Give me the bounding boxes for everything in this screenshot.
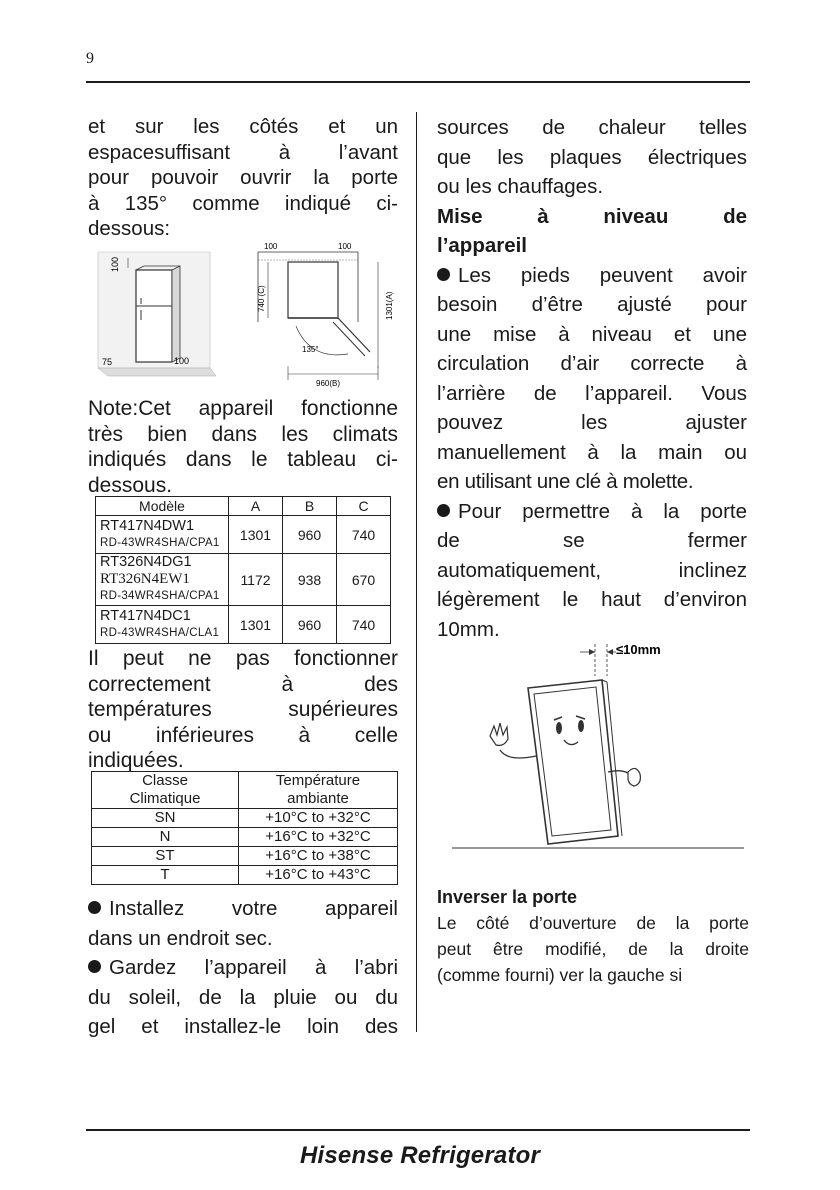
value-b: 938: [283, 554, 337, 606]
cont-line: que les plaques électriques: [437, 145, 747, 169]
intro-line: espacesuffisant à l’avant: [88, 140, 398, 164]
warn-line: indiquées.: [88, 749, 184, 772]
install-paragraph: [88, 894, 398, 1042]
table-row: [96, 516, 391, 554]
door-line: légèrement le haut d’environ: [437, 588, 747, 611]
fig-label-front: 100: [174, 356, 190, 366]
climate-range: +16°C to +38°C: [239, 847, 398, 866]
value-b: 960: [283, 516, 337, 554]
page-number: 9: [86, 50, 94, 67]
model-cell: [96, 554, 229, 606]
level-line: pouvez les ajuster: [437, 411, 747, 434]
bullet-icon: [437, 268, 450, 281]
value-a: 1172: [229, 554, 283, 606]
cont-line: sources de chaleur telles: [437, 116, 747, 139]
fig-label-top: 100: [110, 256, 120, 272]
door-text: Pour permettre à la porte: [458, 499, 747, 523]
model-name: RT417N4DW1: [100, 517, 195, 534]
value-c: 740: [337, 516, 391, 554]
dim-header-b: B: [283, 497, 337, 516]
install-line: [88, 894, 398, 924]
note-line: dessous.: [88, 473, 173, 497]
install-line: du soleil, de la pluie ou du: [88, 985, 398, 1009]
header-text: Climatique: [129, 790, 201, 807]
fridge-tilted-icon: [490, 680, 640, 844]
level-line: besoin d’être ajusté pour: [437, 293, 747, 316]
note-line: Note:Cet appareil fonctionne: [88, 397, 398, 420]
bullet-icon: [88, 901, 101, 914]
intro-line: dessous:: [88, 217, 171, 240]
leveling-heading-2: l’appareil: [437, 234, 528, 257]
warn-line: températures supérieures: [88, 698, 398, 721]
climate-class: T: [92, 866, 239, 885]
model-name: RT326N4DG1: [100, 554, 192, 570]
fig-width: 960(B): [316, 379, 341, 388]
model-cell: [96, 606, 229, 644]
fig-height: 1301(A): [385, 291, 394, 320]
note-paragraph: [88, 396, 398, 498]
bullet-icon: [437, 504, 450, 517]
fig-gap-left: 100: [264, 242, 278, 251]
climate-header-class: [92, 772, 239, 809]
climate-header-temp: [239, 772, 398, 809]
install-text: Gardez l’appareil à l’abri: [109, 956, 398, 979]
column-separator: [416, 112, 417, 1032]
bullet-icon: [88, 960, 101, 973]
header-rule: [86, 81, 750, 83]
install-text: Installez votre appareil: [109, 897, 398, 920]
door-line: automatiquement, inclinez: [437, 558, 747, 582]
header-text: Température: [275, 772, 361, 789]
level-text: Les pieds peuvent avoir: [458, 263, 747, 287]
table-row: [92, 828, 398, 847]
intro-line: pour pouvoir ouvrir la porte: [88, 166, 398, 189]
warn-line: correctement à des: [88, 672, 398, 696]
note-line: indiqués dans le tableau ci-: [88, 448, 398, 471]
fig-gap-right: 100: [338, 242, 352, 251]
table-row: [92, 866, 398, 885]
leveling-heading: Mise à niveau de: [437, 204, 747, 228]
value-c: 670: [337, 554, 391, 606]
intro-line: à 135° comme indiqué ci-: [88, 191, 398, 215]
dim-table-header: [96, 497, 391, 516]
climate-class: ST: [92, 847, 239, 866]
door-line: [437, 497, 747, 527]
section-line: Le côté d’ouverture de la porte: [437, 913, 749, 933]
warn-line: ou inférieures à celle: [88, 723, 398, 747]
dim-header-a: A: [229, 497, 283, 516]
level-line: circulation d’air correcte à: [437, 352, 747, 375]
dim-header-model: Modèle: [96, 497, 229, 516]
table-row: [96, 606, 391, 644]
level-line: [437, 261, 747, 291]
value-a: 1301: [229, 516, 283, 554]
climate-class-table: [91, 771, 398, 885]
right-column-text: [437, 113, 747, 644]
footer-brand: Hisense Refrigerator: [299, 1142, 541, 1169]
model-code: RD-34WR4SHA/CPA1: [100, 590, 220, 602]
intro-paragraph: [88, 114, 398, 242]
section-line: (comme fourni) ver la gauche si: [437, 965, 683, 985]
value-a: 1301: [229, 606, 283, 644]
level-line: en utilisant une clé à molette.: [437, 470, 694, 493]
table-row: [92, 809, 398, 828]
climate-class: N: [92, 828, 239, 847]
door-line: 10mm.: [437, 617, 500, 641]
model-cell: [96, 516, 229, 554]
install-line: dans un endroit sec.: [88, 926, 273, 950]
tilt-illustration: [450, 636, 750, 856]
climate-range: +16°C to +43°C: [239, 866, 398, 885]
intro-line: et sur les côtés et un: [88, 115, 398, 138]
level-line: une mise à niveau et une: [437, 322, 747, 346]
install-line: [88, 953, 398, 983]
warning-paragraph: [88, 646, 398, 774]
dim-header-c: C: [337, 497, 391, 516]
fig-angle: 135°: [302, 345, 319, 354]
value-b: 960: [283, 606, 337, 644]
install-line: gel et installez-le loin des: [88, 1015, 398, 1038]
climate-class: SN: [92, 809, 239, 828]
section-line: peut être modifié, de la droite: [437, 939, 749, 959]
value-c: 740: [337, 606, 391, 644]
fig-depth: 740 (C): [257, 285, 266, 312]
tilt-label: ≤10mm: [616, 642, 661, 657]
level-line: manuellement à la main ou: [437, 440, 747, 464]
warn-line: Il peut ne pas fonctionner: [88, 647, 398, 670]
fridge-plan-diagram: [257, 242, 394, 388]
cont-line: ou les chauffages.: [437, 175, 604, 198]
fig-label-side: 75: [102, 357, 113, 367]
climate-range: +10°C to +32°C: [239, 809, 398, 828]
climate-range: +16°C to +32°C: [239, 828, 398, 847]
model-name: RT417N4DC1: [100, 607, 191, 624]
model-code: RD-43WR4SHA/CLA1: [100, 626, 220, 639]
note-line: très bien dans les climats: [88, 422, 398, 446]
clearance-figure: [88, 240, 398, 390]
dimensions-table: [95, 496, 391, 644]
model-name-alt: RT326N4EW1: [100, 571, 190, 587]
level-line: l’arrière de l’appareil. Vous: [437, 381, 747, 405]
table-row: [96, 554, 391, 606]
table-row: [92, 847, 398, 866]
header-text: ambiante: [287, 790, 349, 807]
climate-header: [92, 772, 398, 809]
fridge-perspective-diagram: [98, 252, 216, 376]
footer-rule: [86, 1129, 750, 1131]
model-code: RD-43WR4SHA/CPA1: [100, 536, 220, 549]
door-line: de se fermer: [437, 529, 747, 552]
header-text: Classe: [142, 772, 188, 789]
reverse-door-section: [437, 884, 749, 988]
section-title: Inverser la porte: [437, 887, 578, 907]
